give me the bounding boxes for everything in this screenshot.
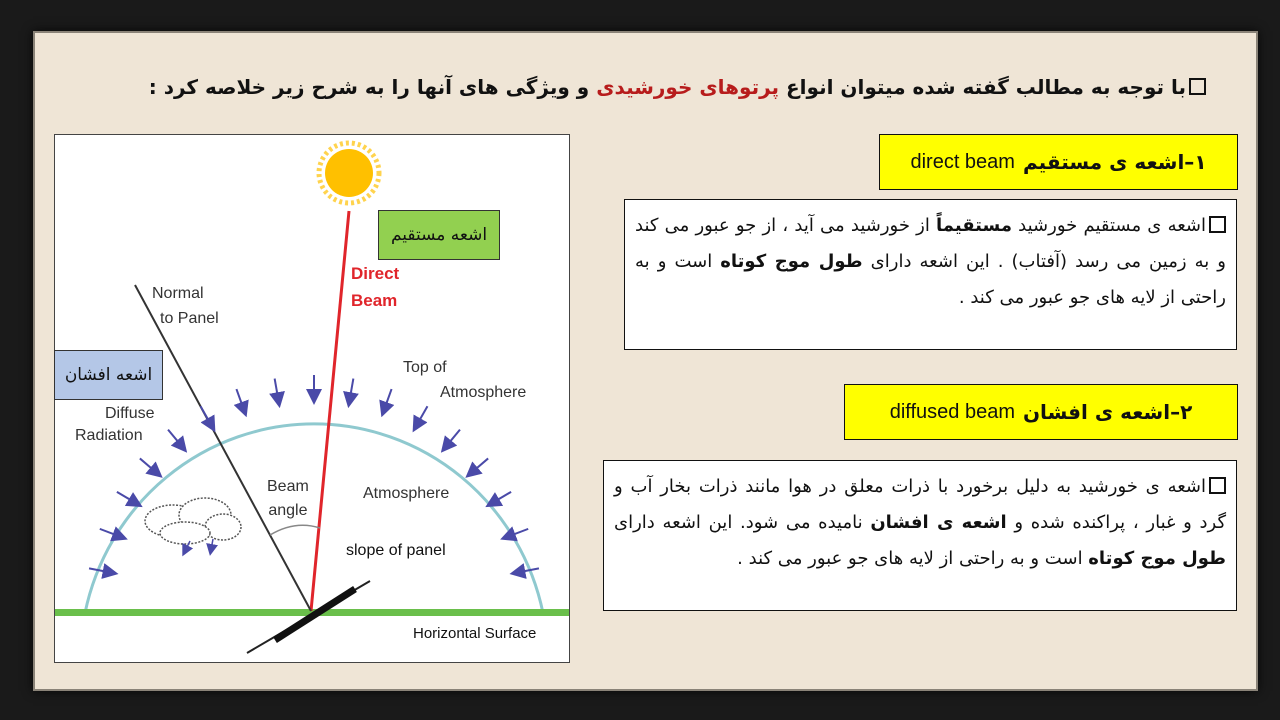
intro-highlight: پرتوهای خورشیدی (596, 75, 780, 99)
direct-beam-tag: اشعه مستقیم (378, 210, 500, 260)
diffuse-beam-tag: اشعه افشان (54, 350, 163, 400)
beam-angle-arc (270, 525, 320, 535)
s2-p3: است و به راحتی از لایه های جو عبور می کند . (737, 548, 1089, 569)
diffuse-arrow (201, 406, 212, 425)
normal-label-1: Normal (152, 285, 204, 302)
s2-p1: اشعه ی خورشید به دلیل برخورد با ذرات معلق در هوا مانند ذرات بخار آب و گرد و غبار ، پراکنده شده و (614, 476, 1227, 533)
direct-beam-label (351, 260, 399, 314)
s2-b2: طول موج کوتاه (1088, 548, 1226, 569)
diffuse-arrow (384, 389, 391, 410)
direct-beam-label-2: Beam (351, 291, 398, 310)
section1-description (624, 199, 1237, 350)
beam-angle-label-2: angle (268, 502, 308, 519)
s2-p2: نامیده می شود. این اشعه دارای (614, 512, 871, 533)
s1-b1: مستقیماً (936, 215, 1012, 236)
horizontal-surface-label: Horizontal Surface (413, 625, 537, 642)
slope-label: slope of panel (346, 542, 446, 559)
s1-p2: از خورشید می آید ، از جو عبور می کند و به زمین می رسد (آفتاب) . این اشعه دارای (635, 215, 1226, 272)
diffuse-arrow (446, 430, 460, 447)
normal-label (152, 281, 219, 331)
diffuse-label-2: Radiation (75, 427, 143, 444)
diffuse-arrow (140, 458, 157, 472)
normal-line (135, 285, 311, 611)
intro-after: و ویژگی های آنها را به شرح زیر خلاصه کرد : (148, 75, 597, 99)
solar-radiation-diagram (54, 134, 570, 663)
checkbox-bullet-icon (1209, 216, 1226, 233)
cloud-icon (145, 498, 241, 544)
direct-beam-label-1: Direct (351, 264, 400, 283)
checkbox-bullet-icon (1189, 78, 1206, 95)
diffuse-arrow (117, 492, 136, 503)
s1-b2: طول موج کوتاه (720, 251, 863, 272)
diffuse-label (75, 403, 155, 447)
section2-title-en: diffused beam (889, 400, 1015, 423)
diffuse-arrow (236, 389, 243, 410)
top-atmosphere-label-1: Top of (403, 359, 447, 376)
diffuse-label-1: Diffuse (105, 405, 155, 422)
atmosphere-label: Atmosphere (363, 485, 450, 502)
diffuse-arrow (168, 430, 182, 447)
beam-angle-label-1: Beam (267, 478, 309, 495)
section1-title (879, 134, 1238, 190)
s2-b1: اشعه ی افشان (870, 512, 1007, 533)
top-atmosphere-label-2: Atmosphere (440, 384, 527, 401)
section1-title-en: direct beam (910, 150, 1015, 173)
top-atmosphere-label (403, 355, 526, 405)
section2-description (603, 460, 1237, 611)
s1-p1: اشعه ی مستقیم خورشید (1011, 215, 1207, 236)
s1-p3: است و به راحتی از لایه های جو عبور می کند . (635, 251, 1226, 308)
section2-title (844, 384, 1238, 440)
diffuse-arrow (471, 458, 488, 472)
diffuse-arrow (275, 379, 279, 401)
section1-title-fa: ۱–اشعه ی مستقیم (1022, 150, 1207, 174)
diffuse-arrow (492, 492, 511, 503)
direct-beam-line (311, 211, 349, 611)
diffuse-arrow (417, 406, 428, 425)
beam-angle-label (267, 475, 309, 523)
diffuse-arrow (350, 379, 354, 401)
section2-title-fa: ۲–اشعه ی افشان (1022, 400, 1193, 424)
sun-icon (319, 143, 379, 203)
checkbox-bullet-icon (1209, 477, 1226, 494)
normal-label-2: to Panel (160, 310, 219, 327)
intro-text (33, 75, 1254, 99)
intro-before: با توجه به مطالب گفته شده میتوان انواع (779, 75, 1186, 99)
